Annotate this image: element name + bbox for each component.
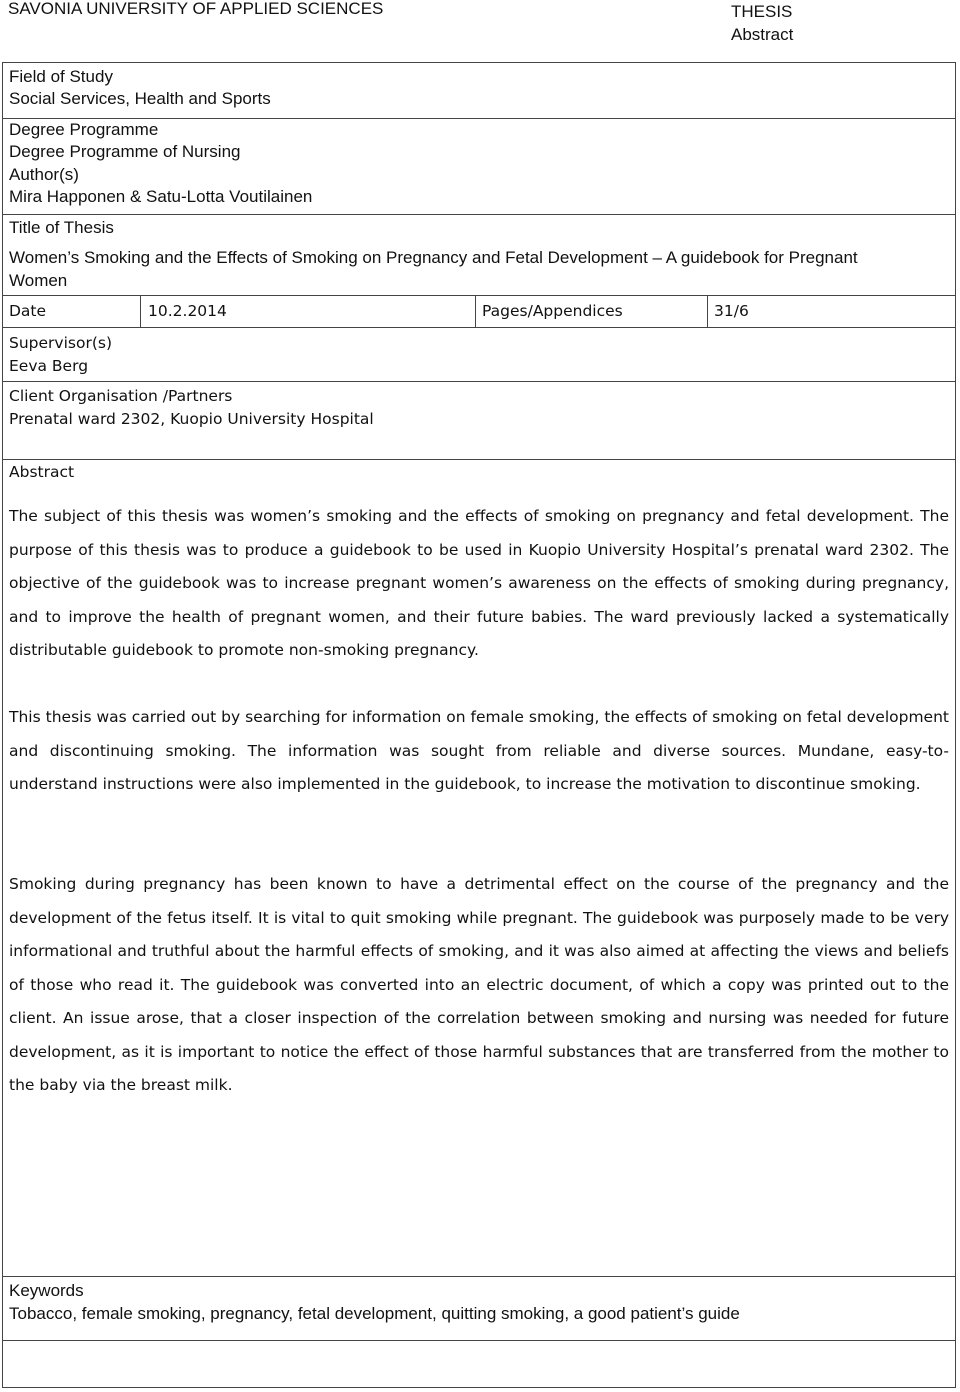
- abstract-paragraph: Smoking during pregnancy has been known to have a detrimental effect on the course of the pregnancy and the development of the fetus itself. It is vital to quit smoking while pregnant. The guidebook was purposely made to be very informational and truthful about the harmful effects of smoking, and it was also aimed at affecting the views and beliefs of those who read it. The guidebook was converted into an electric document, of which a copy was printed out to the client. An issue arose, that a closer inspection of the correlation between smoking and nursing was needed for future development, as it is important to notice the effect of those harmful substances that are transferred from the mother to the baby via the breast milk.: [9, 875, 949, 1094]
- doc-type-label: THESIS: [731, 2, 793, 21]
- column-divider: [707, 295, 708, 328]
- thesis-title-line: Women: [9, 271, 68, 290]
- abstract-label: Abstract: [9, 463, 75, 481]
- column-divider: [140, 295, 141, 328]
- pages-value: 31/6: [714, 302, 749, 320]
- field-of-study-value: Social Services, Health and Sports: [9, 89, 271, 108]
- keywords-label: Keywords: [9, 1281, 84, 1300]
- divider: [2, 327, 956, 328]
- divider: [2, 214, 956, 215]
- client-value: Prenatal ward 2302, Kuopio University Hospital: [9, 410, 374, 428]
- divider: [2, 1276, 956, 1277]
- divider: [2, 295, 956, 296]
- date-value: 10.2.2014: [148, 302, 227, 320]
- divider: [2, 459, 956, 460]
- university-name: SAVONIA UNIVERSITY OF APPLIED SCIENCES: [8, 0, 384, 18]
- doc-subtype-label: Abstract: [731, 25, 794, 44]
- abstract-paragraph: This thesis was carried out by searching for information on female smoking, the effects of smoking on fetal development and discontinuing smoking. The information was sought from reliable and diverse sources. Mundane, easy-to-understand instructions were also implemented in the guidebook, to increase the motivation to discontinue smoking.: [9, 708, 949, 793]
- supervisor-label: Supervisor(s): [9, 334, 112, 352]
- client-label: Client Organisation /Partners: [9, 387, 233, 405]
- keywords-value: Tobacco, female smoking, pregnancy, fetal development, quitting smoking, a good patient’s guide: [9, 1304, 740, 1323]
- column-divider: [475, 295, 476, 328]
- divider: [2, 1340, 956, 1341]
- degree-programme-value: Degree Programme of Nursing: [9, 142, 241, 161]
- date-label: Date: [9, 302, 47, 320]
- field-of-study-label: Field of Study: [9, 67, 113, 86]
- divider: [2, 381, 956, 382]
- supervisor-value: Eeva Berg: [9, 357, 89, 375]
- pages-label: Pages/Appendices: [482, 302, 623, 320]
- thesis-title-label: Title of Thesis: [9, 218, 114, 237]
- authors-label: Author(s): [9, 165, 79, 184]
- thesis-title-line: Women’s Smoking and the Effects of Smoking on Pregnancy and Fetal Development – A guidebook for Pregnant: [9, 248, 858, 267]
- authors-value: Mira Happonen & Satu-Lotta Voutilainen: [9, 187, 313, 206]
- degree-programme-label: Degree Programme: [9, 120, 159, 139]
- abstract-paragraph: The subject of this thesis was women’s smoking and the effects of smoking on pregnancy and fetal development. The purpose of this thesis was to produce a guidebook to be used in Kuopio University Hospital’s prenatal ward 2302. The objective of the guidebook was to increase pregnant women’s awareness on the effects of smoking during pregnancy, and to improve the health of pregnant women, and their future babies. The ward previously lacked a systematically distributable guidebook to promote non-smoking pregnancy.: [9, 507, 949, 659]
- document-type: [731, 0, 793, 46]
